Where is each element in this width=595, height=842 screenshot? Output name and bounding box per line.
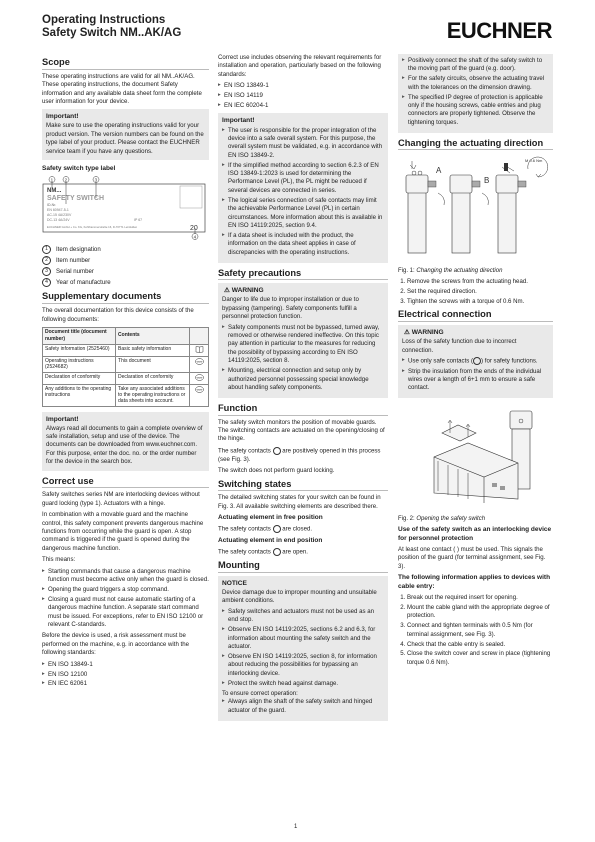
svg-text:www: www: [196, 376, 202, 380]
function-text: The switch does not perform guard locking.: [218, 467, 335, 475]
positive-opening-icon: [273, 525, 281, 533]
legend-item: 4 Year of manufacture: [42, 278, 209, 287]
title-line-2: Safety Switch NM..AK/AG: [42, 27, 182, 40]
function-text: The safety switch monitors the position of movable guards. The switching contacts are actuated on the opening/closing of the hinge.: [218, 418, 385, 443]
fig1-label-a: A: [436, 166, 442, 176]
notice-list: ▸ Safety switches and actuators must not be used as an end stop. ▸ Observe EN ISO 14119:2025, sections 6.2 and 6.3, for information about mounting the safety switch and the actuator. ▸ Observe EN ISO 14119:2025, section 8, for information about reducing the possibilities for bypassing an interlocking device. ▸ Protect the switch head against damage.: [222, 608, 384, 688]
type-label-line6: DC-13 4A/24V: [47, 218, 70, 223]
fig1-label-b: B: [484, 176, 490, 186]
mounting-heading: Mounting: [218, 560, 388, 573]
ensure-text: To ensure correct operation:: [222, 689, 298, 697]
correct-use-continued: Correct use includes observing the relevant requirements for installation and operation, particularly based on the following standards:: [218, 54, 382, 78]
legend-item: 1 Item designation: [42, 245, 209, 254]
changing-direction-heading: Changing the actuating direction: [398, 138, 553, 151]
important-text: Make sure to use the operating instructions valid for your product version. The version numbers can be found on the type label of your product. Please contact the EUCHNER service team if you have any questions.: [46, 122, 204, 155]
electrical-warning-list: ▸ Use only safe contacts ( ) for safety functions. ▸ Strip the insulation from the ends of the individual wires over a length of 6+1 mm to ensure a safe contact.: [402, 357, 549, 393]
warning-icon: ⚠: [404, 329, 412, 337]
means-label: This means:: [42, 556, 76, 564]
type-label-line1: NM...: [47, 188, 62, 195]
function-text: The safety contacts are positively opened in this process (see Fig. 3).: [218, 447, 381, 463]
switching-text: The detailed switching states for your switch can be found in Fig. 3. All available switching elements are described there.: [218, 494, 381, 510]
notice-label: NOTICE: [222, 579, 247, 587]
supplementary-text: The overall documentation for this device consists of the following documents:: [42, 307, 194, 323]
correct-use-heading: Correct use: [42, 476, 209, 489]
type-label-line7: IP 67: [134, 218, 143, 223]
type-label-figure: [42, 176, 209, 240]
svg-text:www: www: [196, 360, 202, 364]
ensure-list: ▸ Always align the shaft of the safety switch and hinged actuator of the guard.: [222, 698, 384, 715]
interlock-heading: Use of the safety switch as an interlocking device for personnel protection: [398, 525, 552, 542]
notice-text: Device damage due to improper mounting and unsuitable ambient conditions.: [222, 588, 377, 605]
table-row: Declaration of conformity Declaration of conformity www: [43, 372, 209, 384]
fig1-actuating-direction: [398, 153, 553, 261]
warning-label: WARNING: [231, 287, 264, 295]
type-label-line4: EN 60947-5-1: [47, 208, 69, 213]
switching-heading: Switching states: [218, 479, 388, 492]
fig1-caption: Fig. 1: Changing the actuating direction: [398, 267, 503, 274]
column-1: [42, 54, 209, 692]
free-position-text: The safety contacts are closed.: [218, 525, 313, 533]
supplementary-heading: Supplementary documents: [42, 291, 209, 304]
type-label-line3: ID-Nr.: [47, 203, 57, 208]
column-3: [398, 54, 553, 670]
callout-2: 2: [64, 177, 68, 183]
cable-entry-heading: The following information applies to devices with cable entry:: [398, 574, 551, 591]
table-header-title: Document title (document number): [43, 327, 116, 344]
standards-list: ▸ EN ISO 13849-1 ▸ EN ISO 12100 ▸ EN IEC 62061: [42, 661, 209, 689]
positive-opening-icon: [473, 357, 481, 365]
www-icon: [190, 384, 209, 406]
scope-text: These operating instructions are valid for all NM..AK/AG. These operating instructions, the document Safety information and any available data sheet form the complete user information for your device.: [42, 72, 202, 105]
before-text: Before the device is used, a risk assessment must be performed on the machine, e.g. in accordance with the following standards:: [42, 632, 190, 657]
documents-table: [42, 327, 209, 407]
interlock-text: At least one contact ( ) must be used. This signals the position of the guard (for terminal assignment, see Fig. 3).: [398, 545, 546, 570]
type-label-legend: [42, 245, 209, 287]
function-heading: Function: [218, 403, 388, 416]
changing-direction-steps: 1. Remove the screws from the actuating head. 2. Set the required direction. 3. Tighten the screws with a torque of 0.6 Nm.: [398, 278, 553, 306]
book-icon: [190, 344, 209, 356]
column-2: [218, 54, 388, 726]
table-row: Operating instructions (2524682) This document www: [43, 357, 209, 373]
precautions-heading: Safety precautions: [218, 268, 388, 281]
correct-use-text: Safety switches series NM are interlocking devices without guard locking (type 1). Actuators with a hinge.: [42, 491, 200, 507]
warning-text: Loss of the safety function due to incorrect connection.: [402, 338, 517, 354]
standards-list: ▸ EN ISO 13849-1 ▸ EN ISO 14119 ▸ EN IEC 60204-1: [218, 82, 388, 110]
important-box-1: [42, 109, 209, 160]
important-box-3: [218, 113, 388, 262]
electrical-heading: Electrical connection: [398, 309, 553, 322]
type-label-footer: EUCHNER GmbH + Co. KG, Kohlhammerstraße 16, D-70771 Leinfelden: [47, 225, 138, 230]
important-box-2: [42, 412, 209, 471]
svg-text:www: www: [196, 388, 202, 392]
www-icon: [190, 372, 209, 384]
table-header-contents: Contents: [116, 327, 190, 344]
important-heading: Important!: [46, 415, 79, 423]
fig2-opening-switch: [398, 403, 553, 509]
notice-box-continued: [398, 54, 553, 133]
callout-1: 1: [50, 177, 54, 183]
notice-box: [218, 576, 388, 721]
notice-list-continued: ▸ Positively connect the shaft of the safety switch to the moving part of the guard (e.g. door). ▸ For the safety circuits, observe the actuating travel with the tolerances on the dimension drawing. ▸ The specified IP degree of protection is applicable only if the housing screws, cable entries and plug connectors are properly tightened. Observe the tightening torques.: [402, 57, 549, 127]
euchner-logo: EUCHNER: [446, 18, 552, 43]
table-row: Safety information (2525460) Basic safety information: [43, 344, 209, 356]
page-header: [42, 14, 552, 50]
page-number: 1: [294, 824, 298, 830]
type-label-line2: SAFETY SWITCH: [47, 195, 105, 203]
table-row: Any additions to the operating instructions Take any associated additions to the operating instructions or data sheets into account. www: [43, 384, 209, 406]
positive-opening-icon: [273, 447, 281, 455]
electrical-warning-box: [398, 325, 553, 398]
type-label-year: 20: [190, 225, 198, 233]
callout-3: 3: [94, 177, 98, 183]
end-position-heading: Actuating element in end position: [218, 537, 323, 545]
warning-text: Danger to life due to improper installation or due to bypassing (tampering). Safety components fulfill a personnel protection function.: [222, 296, 359, 321]
correct-use-text: In combination with a movable guard and the machine control, this safety component prevents dangerous machine functions from occurring while the guard is open. A stop command is triggered if the guard is opened during the dangerous machine function.: [42, 511, 204, 552]
legend-item: 3 Serial number: [42, 267, 209, 276]
important-heading: Important!: [222, 117, 255, 125]
type-label-line5: AC-15 4A/230V: [47, 213, 72, 218]
free-position-heading: Actuating element in free position: [218, 514, 323, 522]
end-position-text: The safety contacts are open.: [218, 548, 308, 556]
callout-4: 4: [193, 234, 197, 240]
means-list: ▸ Starting commands that cause a dangerous machine function must become active only when the guard is closed. ▸ Opening the guard triggers a stop command. ▸ Closing a guard must not cause automatic starting of a dangerous machine function. A separate start command must be issued. For exceptions, refer to EN ISO 12100 or relevant C-standards.: [42, 568, 209, 630]
fig1-torque-label: M 0.6 Nm: [525, 158, 543, 164]
warning-label: WARNING: [411, 329, 444, 337]
type-label-heading: Safety switch type label: [42, 165, 116, 173]
title-line-1: Operating Instructions: [42, 14, 166, 26]
important-heading: Important!: [46, 113, 79, 121]
important-text: Always read all documents to gain a complete overview of safe installation, setup and use of the device. The documents can be downloaded from www.euchner.com. For this purpose, enter the doc. no. or the order number for the device in the search box.: [46, 424, 203, 466]
cable-entry-steps: 1. Break out the required insert for opening. 2. Mount the cable gland with the appropriate degree of protection. 3. Connect and tighten terminals with 0.5 Nm (for terminal assignment, see Fig. 3). 4. Check that the cable entry is sealed. 5. Close the switch cover and screw in place (tightening torque 0.6 Nm).: [398, 594, 553, 667]
warning-list: ▸ Safety components must not be bypassed, turned away, removed or otherwise rendered ineffective. On this topic pay attention in particular to the measures for reducing the possibility of bypassing according to EN ISO 14119:2025, section 8. ▸ Mounting, electrical connection and setup only by authorized personnel possessing special knowledge about handling safety components.: [222, 324, 384, 393]
warning-icon: ⚠: [224, 287, 232, 295]
important-list: ▸ The user is responsible for the proper integration of the device into a safe overall system. For this purpose, the overall system must be validated, e.g. in accordance with EN ISO 13849-2. ▸ If the simplified method according to section 6.2.3 of EN ISO 13849-1:2023 is used for determining the Performance Level (PL), the PL might be reduced if several devices are connected in series. ▸ The logical series connection of safe contacts may limit the achievable Performance Level (PL) in certain circumstances. More information about this is available in EN ISO 14119:2025, section 9.4. ▸ If a data sheet is included with the product, the information on the data sheet applies in case of discrepancies with the operating instructions.: [222, 127, 384, 258]
www-icon: [190, 357, 209, 373]
positive-opening-icon: [273, 548, 281, 556]
scope-heading: Scope: [42, 57, 209, 70]
fig2-caption: Fig. 2: Opening the safety switch: [398, 515, 486, 522]
warning-box: [218, 283, 388, 398]
legend-item: 2 Item number: [42, 256, 209, 265]
